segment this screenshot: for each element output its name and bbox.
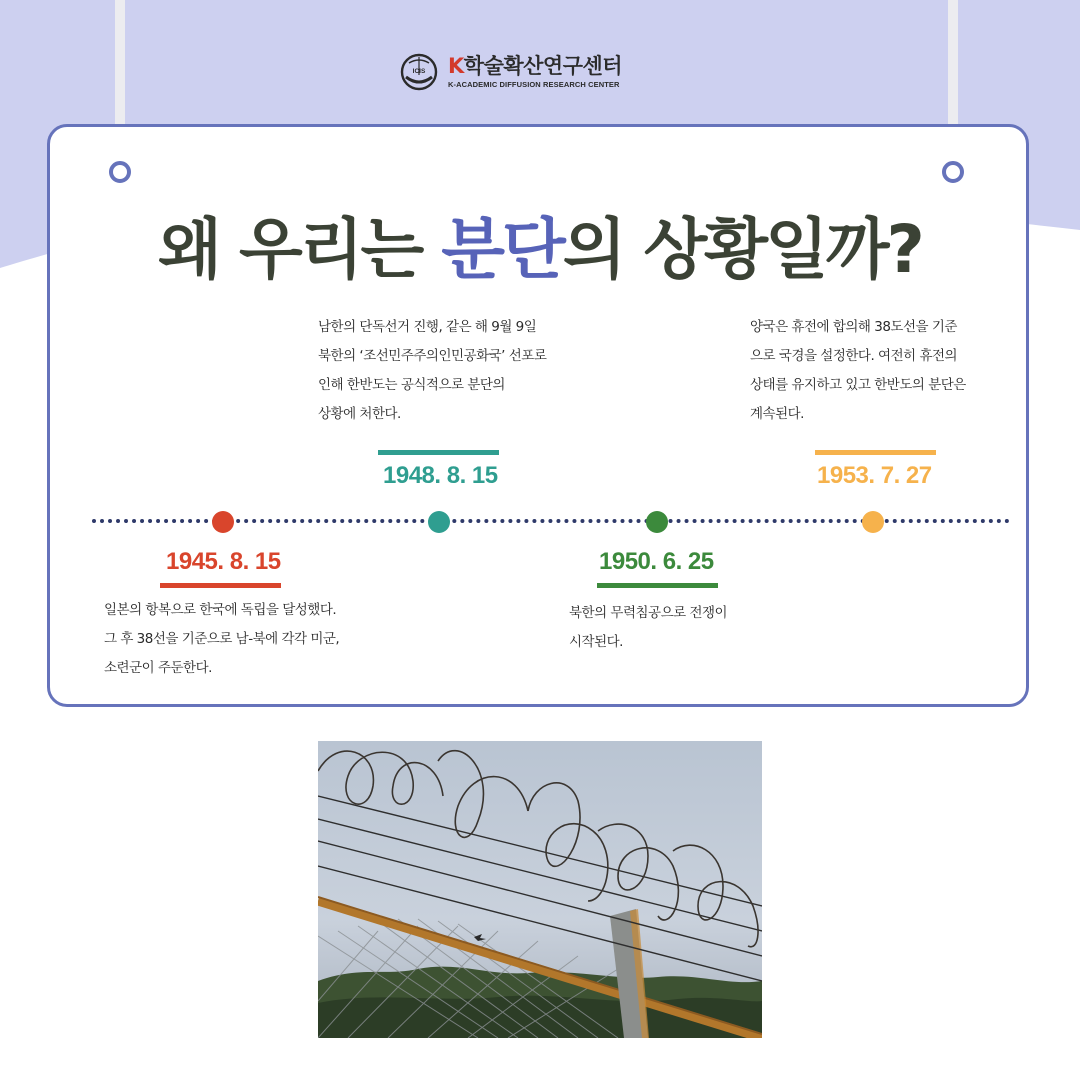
event-bar-1948 <box>378 450 499 455</box>
brand-title-k: K <box>448 53 464 78</box>
event-desc-line: 인해 한반도는 공식적으로 분단의 <box>318 377 505 393</box>
title-part1: 왜 우리는 <box>158 211 442 288</box>
brand-title-rest: 학술확산연구센터 <box>463 53 623 78</box>
event-desc-1953 <box>750 313 966 429</box>
event-desc-line: 북한의 무력침공으로 전쟁이 <box>569 605 728 621</box>
event-desc-line: 남한의 단독선거 진행, 같은 해 9월 9일 <box>318 319 537 335</box>
timeline-dot-1953 <box>862 511 884 533</box>
brand-subtitle: K-ACADEMIC DIFFUSION RESEARCH CENTER <box>448 79 620 89</box>
event-bar-1953 <box>815 450 936 455</box>
barbed-wire-photo <box>318 741 762 1038</box>
event-desc-1945 <box>104 596 339 683</box>
brand-text <box>448 53 623 89</box>
event-desc-line: 계속된다. <box>750 406 804 422</box>
timeline-dot-1950 <box>646 511 668 533</box>
event-desc-line: 일본의 항복으로 한국에 독립을 달성했다. <box>104 602 337 618</box>
emblem-text: ICIS <box>412 68 426 75</box>
brand-logo <box>400 50 622 94</box>
event-desc-line: 상태를 유지하고 있고 한반도의 분단은 <box>750 377 966 393</box>
event-bar-1945 <box>160 583 281 588</box>
event-desc-line: 그 후 38선을 기준으로 남-북에 각각 미군, <box>104 631 340 647</box>
event-desc-line: 양국은 휴전에 합의해 38도선을 기준 <box>750 319 957 335</box>
event-desc-1948 <box>318 313 546 429</box>
event-date-1945: 1945. 8. 15 <box>166 548 281 575</box>
timeline-dot-1945 <box>212 511 234 533</box>
event-desc-line: 으로 국경을 설정한다. 여전히 휴전의 <box>750 348 958 364</box>
event-date-1950: 1950. 6. 25 <box>599 548 714 575</box>
event-desc-1950 <box>569 599 727 657</box>
event-date-1948: 1948. 8. 15 <box>383 462 498 489</box>
brand-title <box>448 53 623 78</box>
title-part2: 의 상황일까? <box>562 211 922 288</box>
event-bar-1950 <box>597 583 718 588</box>
timeline-dot-1948 <box>428 511 450 533</box>
event-date-1953: 1953. 7. 27 <box>817 462 932 489</box>
event-desc-line: 소련군이 주둔한다. <box>104 660 212 676</box>
page-title <box>0 196 1080 291</box>
title-highlight: 분단 <box>441 211 563 288</box>
hook-ring-left <box>109 161 131 183</box>
event-desc-line: 북한의 ‘조선민주주의인민공화국’ 선포로 <box>318 348 547 364</box>
globe-emblem-icon <box>400 53 438 91</box>
hook-ring-right <box>942 161 964 183</box>
event-desc-line: 상황에 처한다. <box>318 406 401 422</box>
event-desc-line: 시작된다. <box>569 634 623 650</box>
